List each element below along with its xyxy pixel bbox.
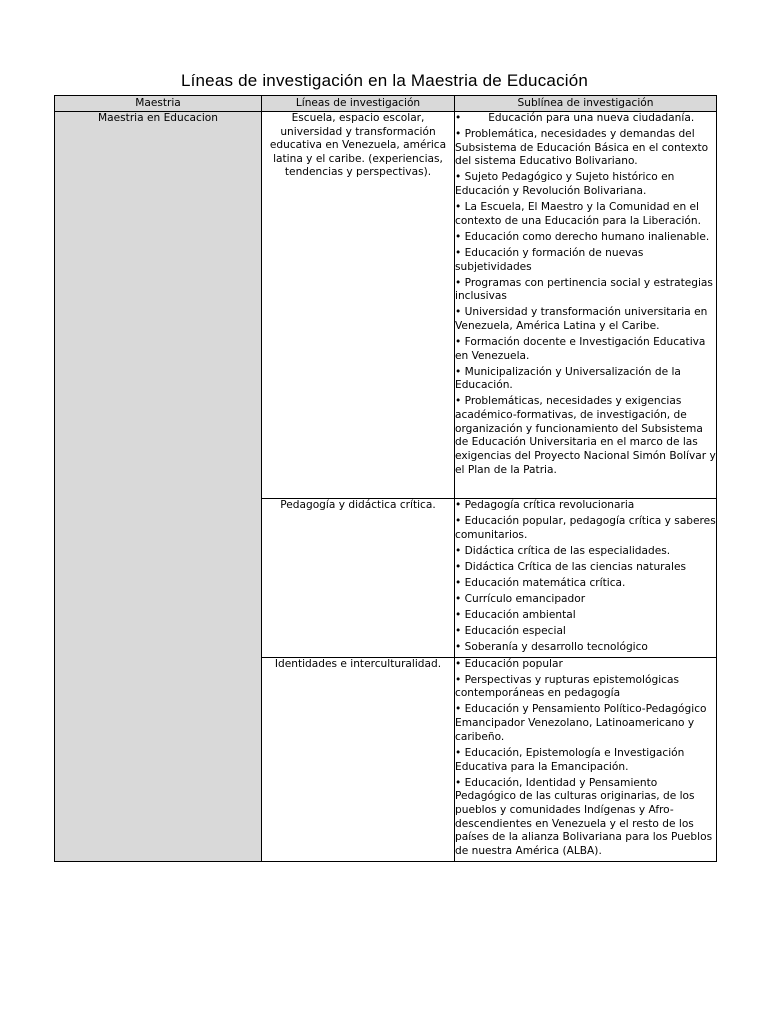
table-row bbox=[55, 112, 717, 499]
sublines-cell-identidades bbox=[455, 657, 717, 861]
table-header-row bbox=[55, 96, 717, 112]
subline-item: • Educación, Identidad y Pensamiento Pedagógico de las culturas originarias, de los pueblos y comunidades Indígenas y Afro-descendientes en Venezuela y el resto de los países de la alianza Bolivariana para los Pueblos de nuestra América (ALBA). bbox=[455, 776, 713, 858]
subline-item: • Pedagogía crítica revolucionaria bbox=[455, 499, 635, 511]
sublines-cell-escuela bbox=[455, 112, 717, 499]
subline-item: • La Escuela, El Maestro y la Comunidad en el contexto de una Educación para la Liberación. bbox=[455, 201, 701, 227]
header-maestria: Maestria bbox=[55, 96, 262, 112]
subline-item: • Educación popular, pedagogía crítica y saberes comunitarios. bbox=[455, 515, 716, 541]
line-cell-identidades: Identidades e interculturalidad. bbox=[262, 657, 455, 861]
subline-item: • Educación popular bbox=[455, 657, 563, 670]
subline-item: • Programas con pertinencia social y estrategias inclusivas bbox=[455, 276, 713, 303]
subline-item: • Educación como derecho humano inalienable. bbox=[455, 230, 710, 243]
line-cell-pedagogia: Pedagogía y didáctica crítica. bbox=[262, 499, 455, 658]
subline-item: • Educación especial bbox=[455, 624, 566, 637]
subline-item: • Educación, Epistemología e Investigación Educativa para la Emancipación. bbox=[455, 746, 685, 773]
subline-item: • Perspectivas y rupturas epistemológicas contemporáneas en pedagogía bbox=[455, 673, 679, 700]
maestria-cell: Maestria en Educacion bbox=[55, 112, 262, 862]
header-lineas: Líneas de investigación bbox=[262, 96, 455, 112]
subline-item: • Educación matemática crítica. bbox=[455, 576, 626, 589]
sublines-cell-pedagogia bbox=[455, 499, 717, 658]
subline-item: • Educación ambiental bbox=[455, 608, 576, 621]
subline-item: • Educación y Pensamiento Político-Pedagógico Emancipador Venezolano, Latinoamericano y caribeño. bbox=[455, 703, 707, 743]
subline-item: • Educación y formación de nuevas subjetividades bbox=[455, 246, 644, 273]
subline-item: • Educación para una nueva ciudadanía. bbox=[455, 112, 695, 124]
research-lines-table bbox=[54, 95, 717, 862]
subline-item: • Universidad y transformación universitaria en Venezuela, América Latina y el Caribe. bbox=[455, 306, 708, 332]
subline-item: • Soberanía y desarrollo tecnológico bbox=[455, 640, 648, 653]
subline-item: • Sujeto Pedagógico y Sujeto histórico en Educación y Revolución Bolivariana. bbox=[455, 171, 675, 198]
subline-item: • Didáctica Crítica de las ciencias naturales bbox=[455, 560, 686, 573]
subline-item: • Municipalización y Universalización de la Educación. bbox=[455, 365, 681, 392]
line-cell-escuela: Escuela, espacio escolar, universidad y transformación educativa en Venezuela, américa latina y el caribe. (experiencias, tendencias y perspectivas). bbox=[262, 112, 455, 499]
subline-item: • Didáctica crítica de las especialidades. bbox=[455, 544, 671, 557]
subline-item: • Currículo emancipador bbox=[455, 592, 586, 605]
subline-item: • Problemática, necesidades y demandas del Subsistema de Educación Básica en el contexto del sistema Educativo Bolivariano. bbox=[455, 128, 709, 168]
subline-item: • Formación docente e Investigación Educativa en Venezuela. bbox=[455, 335, 706, 362]
document-title: Líneas de investigación en la Maestria de Educación bbox=[180, 71, 589, 90]
subline-item: • Problemáticas, necesidades y exigencias académico-formativas, de investigación, de organización y funcionamiento del Subsistema de Educación Universitaria en el marco de las exigencias del Proyecto Nacional Simón Bolívar y el Plan de la Patria. bbox=[455, 395, 716, 476]
header-sublineas: Sublínea de investigación bbox=[455, 96, 717, 112]
